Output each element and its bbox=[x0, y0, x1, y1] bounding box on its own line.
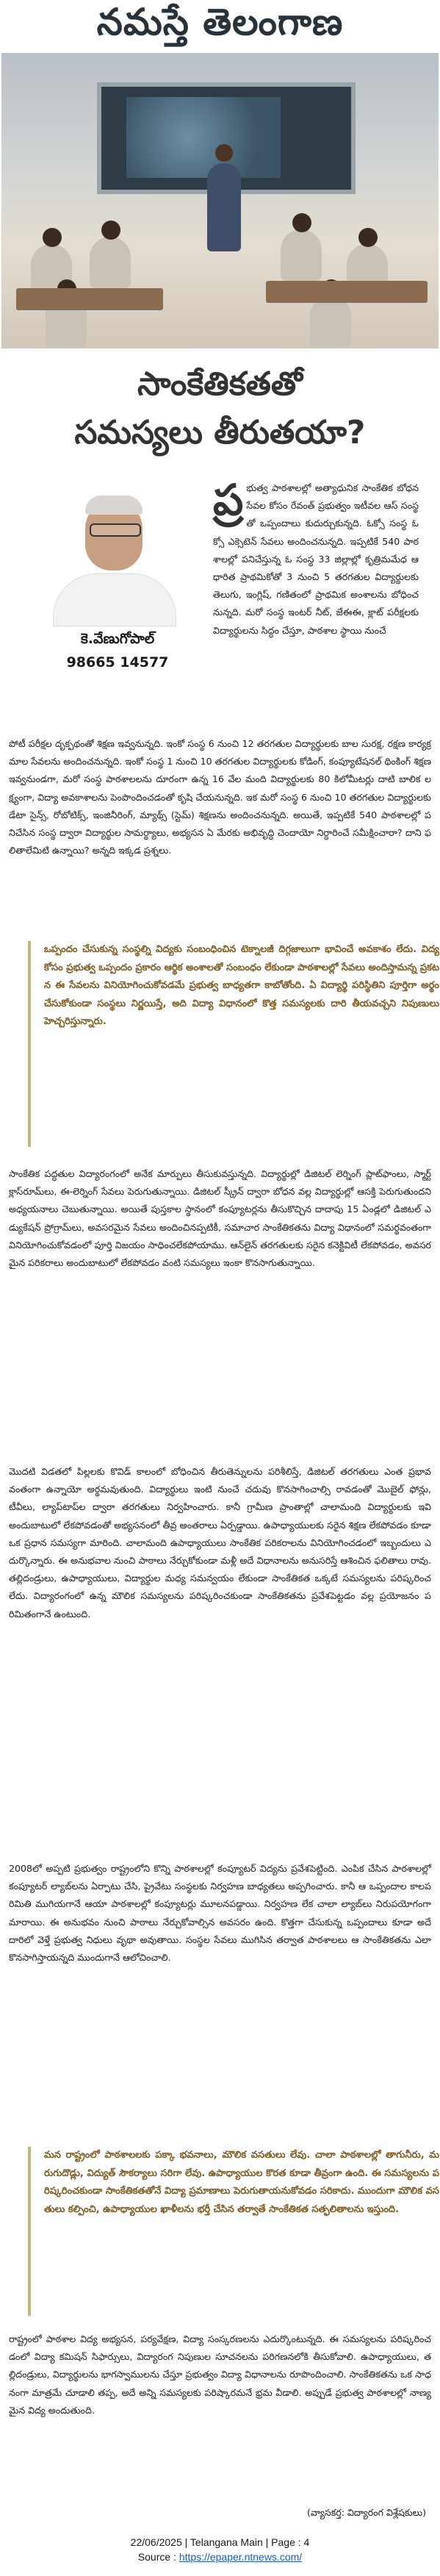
student-figure bbox=[281, 229, 322, 281]
headline-line-1: సాంకేతికతతో bbox=[137, 365, 303, 403]
desk bbox=[16, 288, 163, 310]
classroom-photo bbox=[1, 53, 439, 348]
desk bbox=[266, 281, 428, 303]
paragraph-5: రాష్ట్రంలో పాఠశాల విద్య అభ్యసన, పర్యవేక్షణ, విద్యా సంస్కరణలను ఎదుర్కొంటున్నది. ఈ సమస్యలను పరిష్కరించడంలో విద్యా కమిషన్ సిఫార్సులు, విద్యారంగ నిపుణుల సూచనలను పరిగణనలోకి తీసుకోవాలి. ఉపాధ్యాయులు, తల్లిదండ్రులు, విద్యార్థులను భాగస్వాములను చేస్తూ ప్రభుత్వం విద్యా విధానాలను రూపొందించాలి. సాంకేతికతను ఒక సాధనంగా మాత్రమే చూడాలి తప్ప, అదే అన్ని సమస్యలకు పరిష్కారమనే భ్రమ వీడాలి. అప్పుడే ప్రభుత్వ పాఠశాలల్లో నాణ్యమైన విద్య అందుతుంది. bbox=[9, 2333, 431, 2416]
footer-source bbox=[0, 2550, 440, 2564]
intro-text: భుత్వ పాఠశాలల్లో అత్యాధునిక సాంకేతిక బోధన సేవల కోసం రేవంత్ ప్రభుత్వం ఇటీవల ఆస్ సంస్థతో ఒప్పందాలు కుదుర్చుకున్నది. ఓక్సో సంస్థ ఓక్సో ఎక్సెటెన్ సేవలు అందించనున్నది. ఇప్పటికే 540 పాఠశాలల్లో పనిచేస్తున్న ఓ సంస్థ 33 జిల్లాల్లో కృత్రిమమేధ ఆధారిత ప్రాథమికోతో 3 నుంచి 5 తరగతుల విద్యార్థులకు తెలుగు, ఇంగ్లిష్, గణితంలో ప్రాథమిక అంశాలను బోధించనున్నది. మరో సంస్థ ఇంటర్ నీట్, జేఈఈ, క్లాట్ పరీక్షలకు విద్యార్థులను సిద్ధం చేస్తూ, పాఠశాల స్థాయి నుంచే bbox=[213, 482, 419, 636]
footer bbox=[0, 2535, 440, 2564]
dropcap: ప్ర bbox=[213, 475, 244, 525]
smart-screen bbox=[126, 97, 281, 178]
masthead bbox=[0, 0, 440, 53]
headline-line-2: సమస్యలు తీరుతయా? bbox=[74, 414, 366, 451]
headline bbox=[0, 360, 440, 457]
paragraph-2: సాంకేతిక పద్ధతుల విద్యారంగంలో అనేక మార్పులు తీసుకువస్తున్నది. విద్యార్థుల్లో డిజిటల్ లెర్నింగ్ ప్లాట్‌ఫాంలు, స్మార్ట్ క్లాస్‌రూమ్‌లు, ఈ-లెర్నింగ్ సేవలు పెరుగుతున్నాయి. డిజిటల్ స్క్రీన్ ద్వారా బోధన వల్ల విద్యార్థుల్లో ఆసక్తి పెరుగుతుందని అధ్యయనాలు చెబుతున్నాయి. అయితే పుస్తకాల స్థానంలో కంప్యూటర్లను తీసుకొచ్చిన దాదాపు 15 ఏండ్లలో డిజిటల్ ఎడ్యుకేషన్ ప్రోగ్రామ్‌లు, అవసరమైన సేవలు అందించినప్పటికీ, సమాచార సాంకేతికతను విద్యా విధానంలో సమర్థవంతంగా వినియోగించుకోవడంలో పూర్తి విజయం సాధించలేకపోయాము. ఆన్‌లైన్ తరగతులకు సరైన కనెక్టివిటీ లేకపోవడం, అవసరమైన పరికరాలు అందుబాటులో లేకపోవడం వంటి సమస్యలు ఇంకా కొనసాగుతున్నాయి. bbox=[9, 1168, 432, 1269]
author-phone: 98665 14577 bbox=[66, 654, 169, 670]
author-byline: (వ్యాసకర్త: విద్యారంగ విశ్లేషకులు) bbox=[306, 2507, 426, 2518]
masthead-title: నమస్తే తెలంగాణ bbox=[96, 0, 344, 43]
glasses-icon bbox=[90, 523, 141, 537]
pull-quote-1: ఒప్పందం చేసుకున్న సంస్థల్ని విద్యకు సంబంధించిన టెక్నాలజీ దిగ్గజాలుగా భావించే అవకాశం లేదు. విద్య కోసం ప్రభుత్వ ఒప్పందం ప్రకారం ఆర్థిక అంశాలతో సంబంధం లేకుండా పాఠశాలల్లో సేవలు అందిస్తామన్న ప్రకటన ఈ సేవలను వినియోగించుకోవడమే ప్రభుత్వ బాధ్యతగా కాబోతోంది. ఏ విద్యార్థి పరిస్థితిని పూర్తిగా అర్థం చేసుకోకుండా సంస్థలు నిర్ణయిస్తే, అది విద్యా విధానంలో కొత్త సమస్యలకు దారి తీయవచ్చని నిపుణులు హెచ్చరిస్తున్నారు. bbox=[28, 941, 439, 1147]
author-name: కె.వేణుగోపాల్ bbox=[80, 631, 155, 647]
source-link[interactable]: https://epaper.ntnews.com/ bbox=[178, 2551, 303, 2563]
author-portrait bbox=[44, 471, 182, 625]
paragraph-4: 2008లో అప్పటి ప్రభుత్వం రాష్ట్రంలోని కొన్ని పాఠశాలల్లో కంప్యూటర్ విద్యను ప్రవేశపెట్టింది. ఎంపిక చేసిన పాఠశాలల్లో కంప్యూటర్ ల్యాబ్‌లను ఏర్పాటు చేసి, ప్రైవేటు సంస్థలకు నిర్వహణ బాధ్యతలు అప్పగించారు. కానీ ఆ ఒప్పందాల కాలపరిమితి ముగియగానే ఆయా పాఠశాలల్లో కంప్యూటర్లు మూలనపడ్డాయి. నిర్వహణ లేక చాలా ల్యాబ్‌లు నిరుపయోగంగా మారాయి. ఈ అనుభవం నుంచి పాఠాలు నేర్చుకోవాల్సిన అవసరం ఉంది. కొత్తగా చేసుకున్న ఒప్పందాలు కూడా అదే దారిలో వెళ్తే ప్రభుత్వ నిధులు వృథా అవుతాయి. సంస్థల సేవలు ముగిసిన తర్వాత పాఠశాలలు ఆ సాంకేతికతను ఎలా కొనసాగిస్తాయన్నది ముందుగానే ఆలోచించాలి. bbox=[9, 1863, 431, 1964]
student-figure bbox=[310, 296, 351, 347]
footer-source-label: Source : bbox=[137, 2551, 179, 2563]
teacher-figure bbox=[207, 163, 241, 251]
article-intro bbox=[213, 475, 419, 640]
paragraph-3: మొదటి విడతలో పిల్లలకు కొవిడ్ కాలంలో బోధించిన తీరుతెన్నులను పరిశీలిస్తే, డిజిటల్ తరగతులు ఎంత ప్రభావవంతంగా ఉన్నాయో అర్థమవుతుంది. విద్యార్థులు ఇంటి నుంచే చదువు కొనసాగించాల్సి రావడంతో మొబైల్ ఫోన్లు, టీవీలు, ల్యాప్‌టాప్‌ల ద్వారా తరగతులు నిర్వహించారు. కానీ గ్రామీణ ప్రాంతాల్లో చాలామంది విద్యార్థులకు ఇవి అందుబాటులో లేకపోవడంతో అభ్యసనంలో తీవ్ర అంతరాలు ఏర్పడ్డాయి. ఉపాధ్యాయులకు సరైన శిక్షణ లేకపోవడం కూడా ఒక ప్రధాన సమస్యగా మారింది. చాలామంది ఉపాధ్యాయులు సాంకేతిక పరికరాలను వినియోగించడంలో ఇబ్బందులు ఎదుర్కొన్నారు. ఈ అనుభవాల నుంచి పాఠాలు నేర్చుకోకుండా మళ్లీ అదే విధానాలను అనుసరిస్తే ఆశించిన ఫలితాలు రావు. తల్లిదండ్రులు, ఉపాధ్యాయులు, విద్యార్థుల మధ్య సమన్వయం లేకుండా సాంకేతికత ఒక్కటే సమస్యలను పరిష్కరించలేదు. విద్యారంగంలో ఉన్న మౌలిక సమస్యలను పరిష్కరించకుండా సాంకేతికతను ప్రవేశపెట్టడం వల్ల ప్రయోజనం పరిమితంగానే ఉంటుంది. bbox=[9, 1466, 431, 1620]
footer-date-page: 22/06/2025 | Telangana Main | Page : 4 bbox=[130, 2536, 310, 2548]
pull-quote-2: మన రాష్ట్రంలో పాఠశాలలకు పక్కా భవనాలు, మౌలిక వసతులు లేవు. చాలా పాఠశాలల్లో తాగునీరు, మరుగుదొడ్లు, విద్యుత్ సౌకర్యాలు సరిగా లేవు. ఉపాధ్యాయుల కొరత కూడా తీవ్రంగా ఉంది. ఈ సమస్యలను పరిష్కరించకుండా సాంకేతికతతోనే విద్యా ప్రమాణాలు పెరుగుతాయనుకోవడం సరికాదు. ముందుగా మౌలిక వసతులు కల్పించి, ఉపాధ్యాయుల ఖాళీలను భర్తీ చేసిన తర్వాతే సాంకేతికత సత్ఫలితాలను ఇస్తుంది. bbox=[28, 2147, 439, 2316]
paragraph-1: పోటీ పరీక్షల దృక్పథంతో శిక్షణ ఇవ్వనున్నది. ఇంకో సంస్థ 6 నుంచి 12 తరగతుల విద్యార్థులకు బాల సురక్ష, రక్షణ కార్యక్రమాల సేవలను అందించనున్నది. ఇంకో సంస్థ 1 నుంచి 10 తరగతుల విద్యార్థులకు కోడింగ్, కంప్యూటేషనల్ థింకింగ్ శిక్షణ ఇవ్వనుండగా, మరో సంస్థ పాఠశాలలను దూరంగా ఉన్న 16 వేల మంది విద్యార్థులకు 80 కిలోమీటర్లు దాటి బాలిక లక్ష్యంగా, విద్యా అవకాశాలను పెంపొందించడంతో కృషి చేయనున్నది. ఇక మరో సంస్థ 6 నుంచి 10 తరగతుల విద్యార్థులకు డేటా సైన్స్, రోబోటిక్స్, ఇంజినీరింగ్, మ్యాథ్స్ (స్టెమ్) శిక్షణను అందించనున్నది. అయితే, ఇప్పటికే 540 పాఠశాలల్లో పనిచేసిన సంస్థ ద్వారా విద్యార్థుల సామర్థ్యాలు, అభ్యసన ఏ మేరకు అభివృద్ధి చెందాయో నిర్ధారించే సమీక్షించారా? దాని ఫలితాలేమిటి ఉన్నాయి? అన్నది ఇక్కడ ప్రశ్నలు. bbox=[9, 738, 431, 856]
student-figure bbox=[90, 237, 131, 288]
